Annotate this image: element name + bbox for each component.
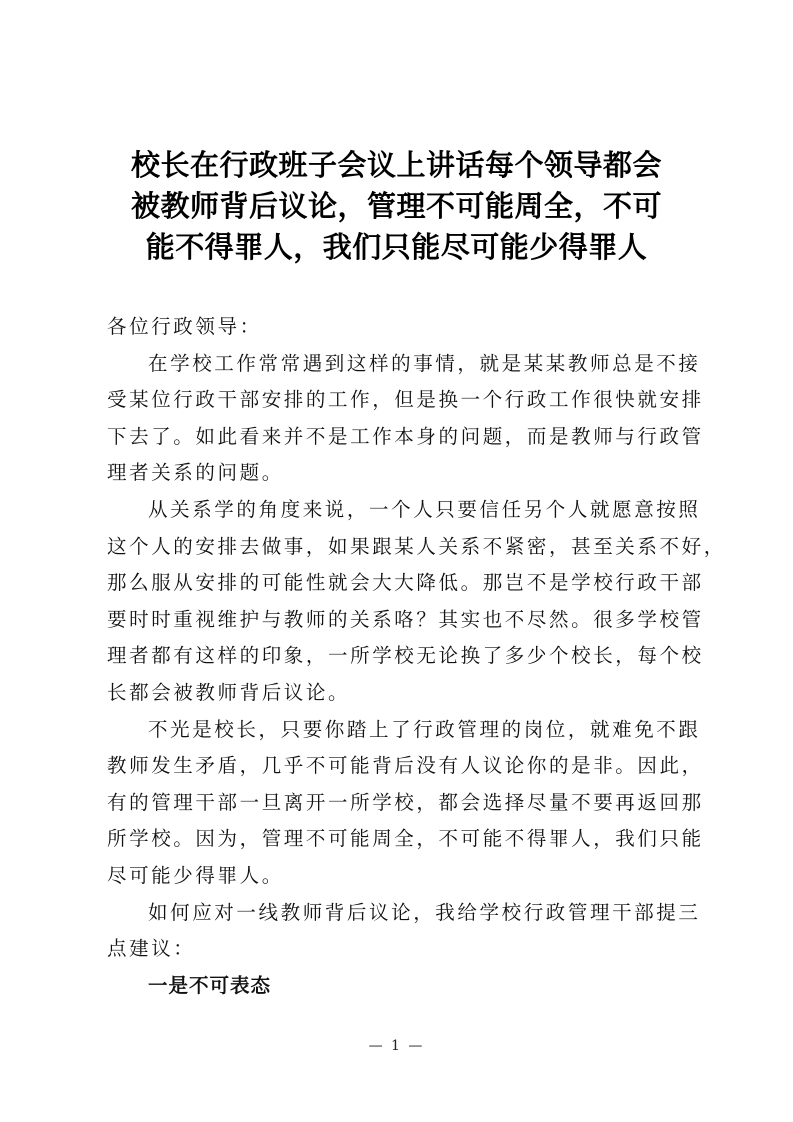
text-line: 所学校。因为，管理不可能周全，不可能不得罪人，我们只能 — [107, 827, 704, 851]
text-line: 这个人的安排去做事，如果跟某人关系不紧密，甚至关系不好， — [107, 534, 726, 558]
text-line: 长都会被教师背后议论。 — [107, 680, 351, 704]
text-line: 理者都有这样的印象，一所学校无论换了多少个校长，每个校 — [107, 644, 704, 668]
text-line: 教师发生矛盾，几乎不可能背后没有人议论你的是非。因此， — [107, 754, 704, 778]
text-line: 在学校工作常常遇到这样的事情，就是某某教师总是不接 — [148, 351, 701, 375]
salutation: 各位行政领导： — [107, 315, 262, 338]
title-line: 能不得罪人，我们只能尽可能少得罪人 — [145, 230, 648, 264]
title-line: 被教师背后议论，管理不可能周全，不可 — [130, 189, 662, 223]
text-line: 下去了。如此看来并不是工作本身的问题，而是教师与行政管 — [107, 424, 704, 448]
paragraph-1 — [107, 346, 704, 492]
page-number: — 1 — — [368, 1038, 425, 1054]
text-line: 那么服从安排的可能性就会大大降低。那岂不是学校行政干部 — [107, 571, 704, 595]
text-line: 不光是校长，只要你踏上了行政管理的岗位，就难免不跟 — [148, 717, 701, 741]
paragraph-3 — [107, 712, 704, 895]
document-title — [100, 145, 693, 268]
text-line: 如何应对一线教师背后议论，我给学校行政管理干部提三 — [148, 900, 701, 924]
paragraph-2 — [107, 492, 726, 712]
title-line: 校长在行政班子会议上讲话每个领导都会 — [130, 148, 662, 182]
text-line: 尽可能少得罪人。 — [107, 863, 284, 887]
paragraph-4 — [107, 895, 701, 968]
section-heading: 一是不可表态 — [148, 973, 272, 997]
text-line: 从关系学的角度来说，一个人只要信任另个人就愿意按照 — [148, 497, 701, 521]
document-body — [107, 309, 726, 1004]
text-line: 要时时重视维护与教师的关系咯？其实也不尽然。很多学校管 — [107, 607, 704, 631]
text-line: 受某位行政干部安排的工作，但是换一个行政工作很快就安排 — [107, 388, 704, 412]
text-line: 点建议： — [107, 937, 196, 961]
text-line: 有的管理干部一旦离开一所学校，都会选择尽量不要再返回那 — [107, 790, 704, 814]
text-line: 理者关系的问题。 — [107, 461, 284, 485]
